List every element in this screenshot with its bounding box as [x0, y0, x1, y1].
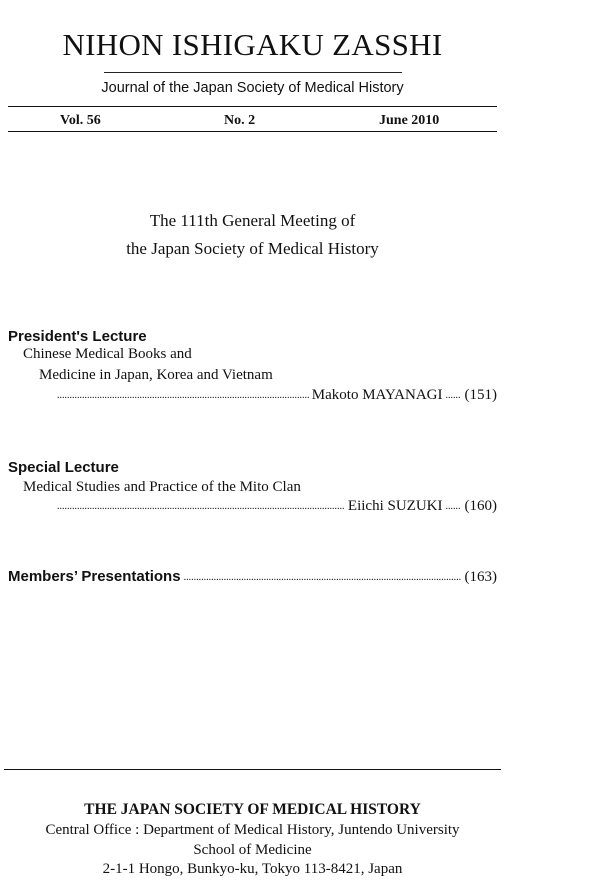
special-lecture-title-line-1: Medical Studies and Practice of the Mito Clan	[23, 479, 301, 495]
dot-leader	[57, 497, 345, 516]
presidents-lecture-title-line-1: Chinese Medical Books and	[23, 346, 192, 362]
footer-divider	[4, 769, 501, 770]
members-presentations-heading: Members’ Presentations	[8, 568, 181, 585]
issue-rule-bottom	[8, 131, 497, 132]
issue-number: No. 2	[224, 113, 256, 128]
issue-date: June 2010	[379, 113, 440, 128]
journal-title: NIHON ISHIGAKU ZASSHI	[62, 27, 443, 62]
footer-school: School of Medicine	[193, 842, 312, 858]
special-lecture-page: (160)	[464, 498, 497, 514]
footer-address: 2-1-1 Hongo, Bunkyo-ku, Tokyo 113-8421, Japan	[102, 861, 403, 877]
special-lecture-author: Eiichi SUZUKI	[347, 498, 443, 514]
journal-subtitle: Journal of the Japan Society of Medical History	[101, 80, 404, 96]
footer-central-office: Central Office : Department of Medical History, Juntendo University	[45, 822, 460, 838]
issue-volume: Vol. 56	[60, 113, 101, 128]
footer-society-name: THE JAPAN SOCIETY OF MEDICAL HISTORY	[84, 801, 421, 818]
dot-leader-short: ......	[445, 390, 461, 401]
meeting-title-line-1: The 111th General Meeting of	[149, 211, 356, 230]
dot-leader	[57, 386, 309, 405]
presidents-lecture-entry[interactable]	[54, 386, 497, 406]
title-divider	[104, 72, 402, 73]
members-presentations-page: (163)	[464, 569, 497, 585]
presidents-lecture-author: Makoto MAYANAGI	[311, 387, 443, 403]
dot-leader	[184, 568, 461, 587]
presidents-lecture-page: (151)	[464, 387, 497, 403]
presidents-lecture-title-line-2: Medicine in Japan, Korea and Vietnam	[39, 367, 273, 383]
issue-rule-top	[8, 106, 497, 107]
dot-leader-short: ......	[445, 501, 461, 512]
members-presentations-entry[interactable]	[8, 567, 497, 588]
meeting-title-line-2: the Japan Society of Medical History	[126, 239, 379, 258]
presidents-lecture-heading: President's Lecture	[8, 328, 147, 345]
special-lecture-entry[interactable]	[54, 497, 497, 517]
special-lecture-heading: Special Lecture	[8, 459, 119, 476]
